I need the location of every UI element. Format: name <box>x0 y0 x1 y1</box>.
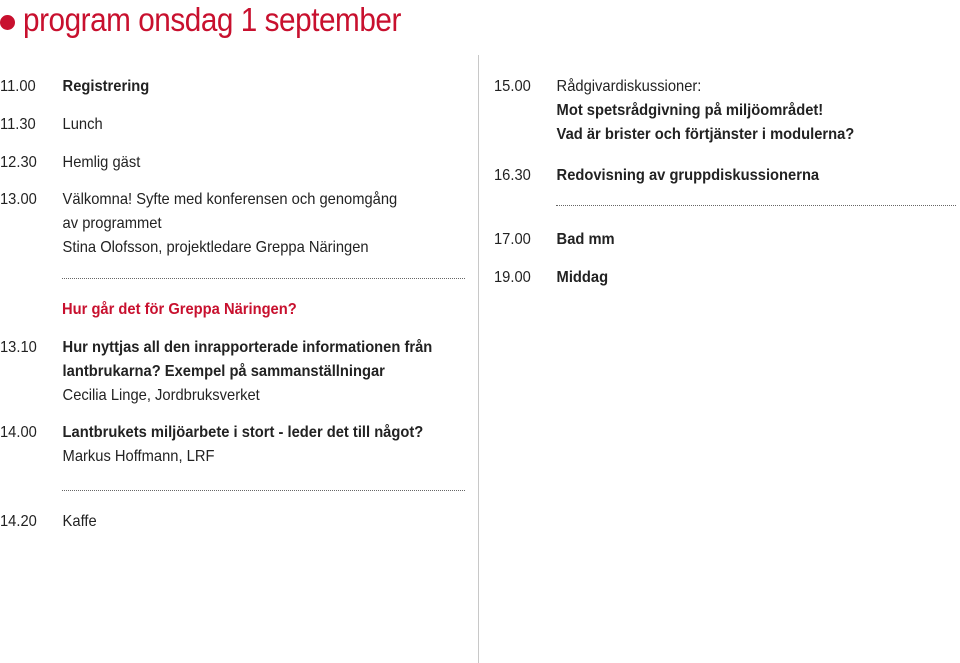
schedule-item <box>0 151 140 175</box>
page-title: program onsdag 1 september <box>23 1 401 38</box>
item-time: 17.00 <box>494 231 531 248</box>
schedule-item <box>494 75 854 147</box>
schedule-item <box>494 164 819 188</box>
item-time: 11.30 <box>0 116 36 133</box>
item-title-cont: Mot spetsrådgivning på miljöområdet! <box>556 102 824 119</box>
dotted-separator <box>62 490 465 491</box>
item-time: 11.00 <box>0 78 36 95</box>
item-time: 12.30 <box>0 154 37 171</box>
item-title: Middag <box>556 269 609 286</box>
schedule-item <box>0 421 423 469</box>
item-time: 13.00 <box>0 191 37 208</box>
item-time: 14.20 <box>0 513 37 530</box>
item-title: Hemlig gäst <box>62 154 141 171</box>
item-title: Lunch <box>62 116 103 133</box>
item-title: Redovisning av gruppdiskussionerna <box>556 167 820 184</box>
schedule-item <box>0 188 397 260</box>
item-time: 15.00 <box>494 78 531 95</box>
item-title: Lantbrukets miljöarbete i stort - leder det till något? <box>62 424 424 441</box>
item-title-cont: Vad är brister och förtjänster i modulerna? <box>556 126 855 143</box>
item-time: 16.30 <box>494 167 531 184</box>
schedule-item <box>0 113 103 137</box>
item-title: Bad mm <box>556 231 615 248</box>
dotted-separator <box>556 205 956 206</box>
red-bullet-icon <box>0 15 15 30</box>
schedule-item <box>0 510 97 534</box>
item-speaker: Stina Olofsson, projektledare Greppa Näringen <box>62 239 369 256</box>
item-title: Rådgivardiskussioner: <box>556 78 702 95</box>
page-header <box>0 0 443 40</box>
schedule-item <box>0 336 432 408</box>
item-time: 19.00 <box>494 269 531 286</box>
schedule-item <box>494 266 608 290</box>
column-divider <box>478 55 479 663</box>
item-time: 14.00 <box>0 424 37 441</box>
item-speaker: Cecilia Linge, Jordbruksverket <box>62 387 260 404</box>
item-title: Kaffe <box>62 513 97 530</box>
section-heading: Hur går det för Greppa Näringen? <box>62 301 297 318</box>
item-title: Hur nyttjas all den inrapporterade informationen från <box>62 339 433 356</box>
schedule-item <box>0 75 149 99</box>
item-title-cont: lantbrukarna? Exempel på sammanställningar <box>62 363 385 380</box>
item-title: Registrering <box>62 78 150 95</box>
item-speaker: Markus Hoffmann, LRF <box>62 448 215 465</box>
dotted-separator <box>62 278 465 279</box>
schedule-item <box>494 228 615 252</box>
item-title-cont: av programmet <box>62 215 162 232</box>
item-title: Välkomna! Syfte med konferensen och genomgång <box>62 191 398 208</box>
item-time: 13.10 <box>0 339 37 356</box>
